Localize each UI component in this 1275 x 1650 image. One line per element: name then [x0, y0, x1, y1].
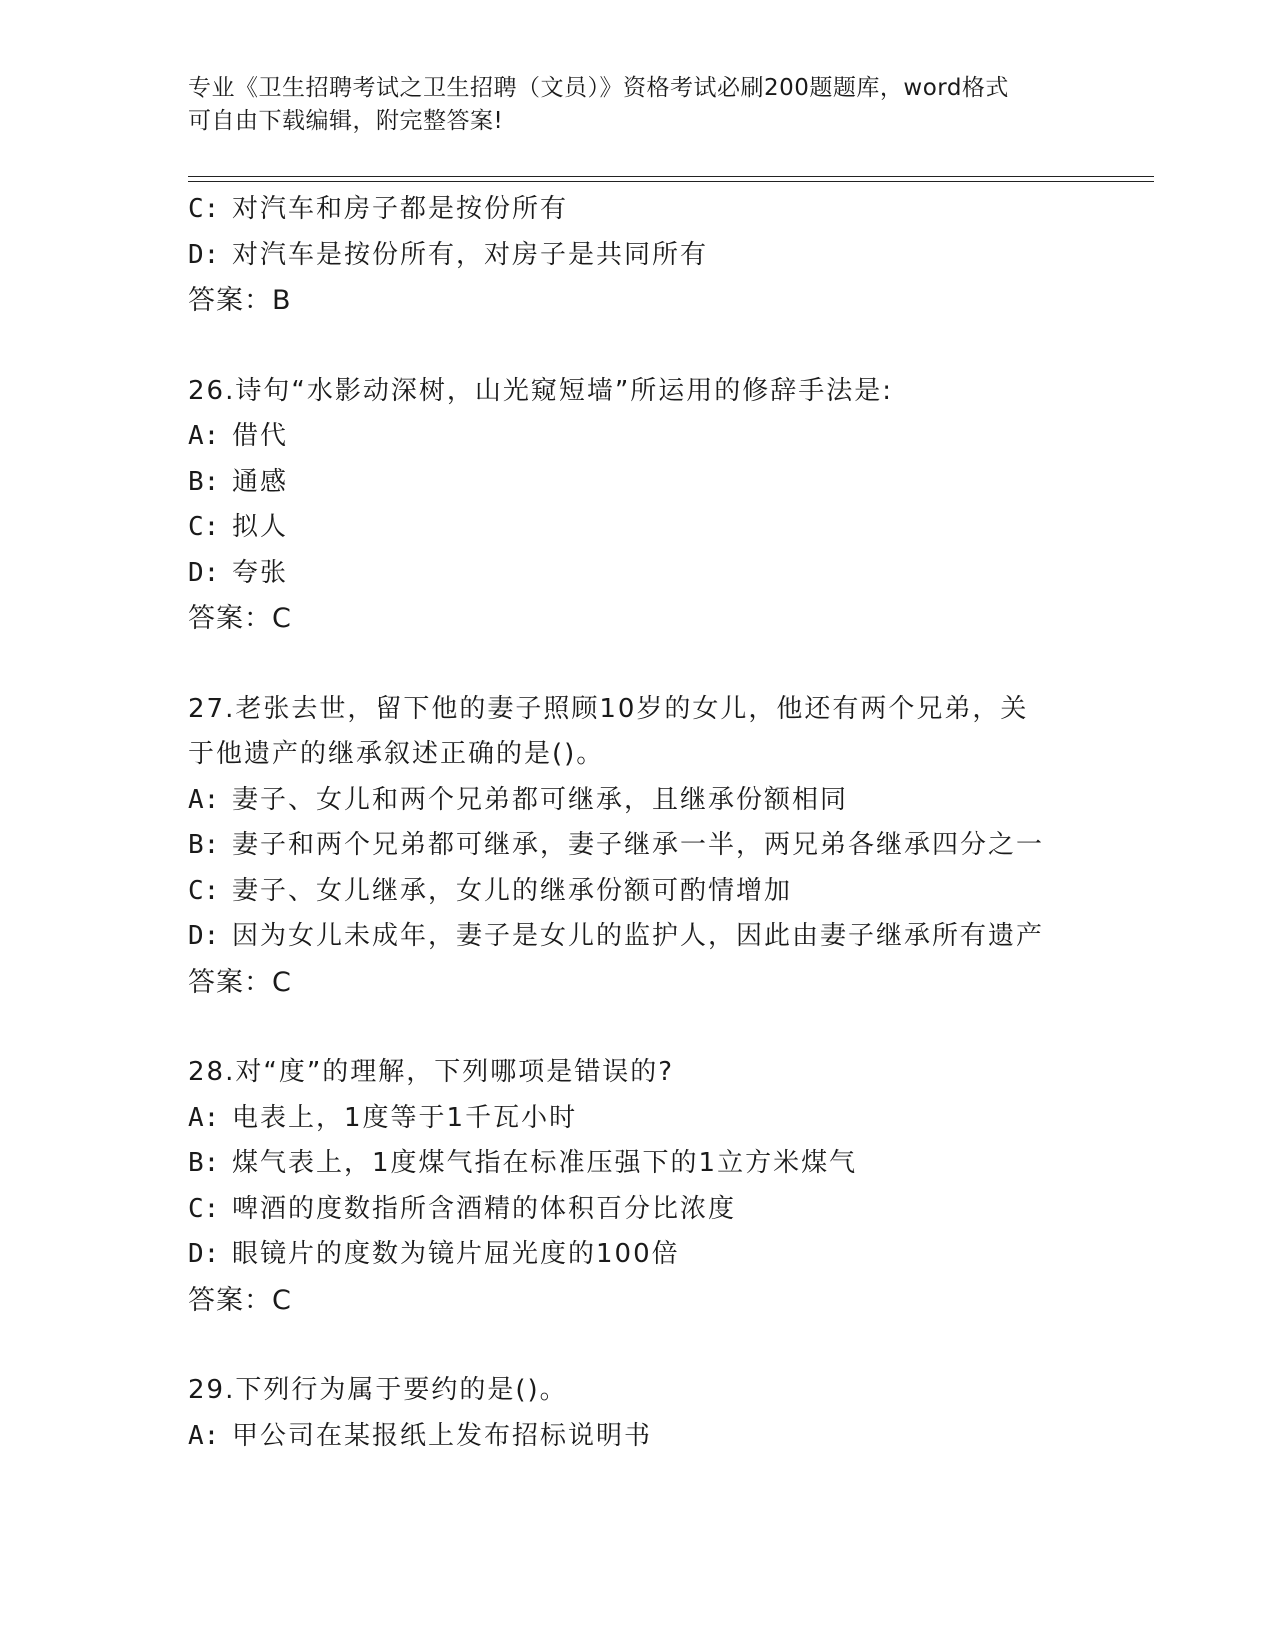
option-text: 眼镜片的度数为镜片屈光度的100倍 — [232, 1239, 680, 1269]
option-item — [188, 414, 1128, 460]
option-text: 妻子、女儿继承，女儿的继承份额可酌情增加 — [232, 875, 793, 906]
option-item — [188, 1096, 1128, 1142]
option-item — [188, 778, 1128, 824]
question-continued — [188, 187, 1128, 324]
option-letter: A: — [188, 421, 220, 451]
spacer — [188, 642, 1128, 687]
option-letter: D: — [188, 921, 220, 951]
question-stem: 27.老张去世，留下他的妻子照顾10岁的女儿，他还有两个兄弟，关 — [188, 693, 1029, 724]
option-letter: B: — [188, 1148, 220, 1178]
option-letter: C: — [188, 875, 220, 906]
option-text: 对汽车是按份所有，对房子是共同所有 — [232, 239, 709, 270]
option-item — [188, 505, 1128, 551]
document-body — [188, 187, 1128, 1459]
header-line-1: 专业《卫生招聘考试之卫生招聘（文员）》资格考试必刷200题题库，word格式 — [188, 75, 1009, 101]
answer-line: 答案：C — [188, 966, 292, 998]
header-line-2: 可自由下载编辑，附完整答案! — [188, 108, 504, 134]
question-26 — [188, 369, 1128, 642]
spacer — [188, 1005, 1128, 1050]
question-stem-continued: 于他遗产的继承叙述正确的是()。 — [188, 739, 605, 769]
option-item — [188, 1232, 1128, 1278]
header-divider-top — [188, 176, 1154, 177]
option-item — [188, 233, 1128, 279]
option-letter: C: — [188, 512, 220, 542]
option-text: 妻子和两个兄弟都可继承，妻子继承一半，两兄弟各继承四分之一 — [232, 830, 1045, 860]
question-28 — [188, 1050, 1128, 1323]
option-letter: C: — [188, 194, 220, 224]
option-letter: B: — [188, 830, 220, 860]
option-text: 妻子、女儿和两个兄弟都可继承，且继承份额相同 — [232, 784, 849, 815]
option-text: 夸张 — [232, 557, 289, 588]
question-29 — [188, 1368, 1128, 1459]
option-text: 借代 — [232, 421, 289, 451]
option-letter: D: — [188, 557, 220, 588]
option-text: 通感 — [232, 466, 289, 497]
answer-line: 答案：B — [188, 285, 292, 316]
question-stem: 26.诗句“水影动深树，山光窥短墙”所运用的修辞手法是: — [188, 375, 894, 406]
option-item — [188, 1187, 1128, 1233]
option-text: 拟人 — [232, 512, 289, 542]
option-letter: C: — [188, 1193, 220, 1224]
spacer — [188, 1323, 1128, 1368]
question-27 — [188, 687, 1128, 1006]
option-item — [188, 823, 1128, 869]
option-text: 因为女儿未成年，妻子是女儿的监护人，因此由妻子继承所有遗产 — [232, 921, 1045, 951]
option-text: 啤酒的度数指所含酒精的体积百分比浓度 — [232, 1193, 737, 1224]
option-item — [188, 914, 1128, 960]
answer-line: 答案：C — [188, 1284, 292, 1316]
header-divider-bottom — [188, 181, 1154, 182]
option-text: 甲公司在某报纸上发布招标说明书 — [232, 1420, 653, 1451]
option-item — [188, 1141, 1128, 1187]
question-stem: 28.对“度”的理解，下列哪项是错误的? — [188, 1057, 675, 1087]
option-item — [188, 460, 1128, 506]
option-letter: B: — [188, 466, 220, 497]
spacer — [188, 324, 1128, 369]
document-header — [188, 72, 1088, 138]
option-text: 煤气表上，1度煤气指在标准压强下的1立方米煤气 — [232, 1148, 858, 1178]
answer-line: 答案：C — [188, 603, 292, 634]
option-text: 对汽车和房子都是按份所有 — [232, 194, 569, 224]
option-item — [188, 869, 1128, 915]
option-letter: A: — [188, 1102, 220, 1133]
option-item — [188, 1414, 1128, 1460]
option-text: 电表上，1度等于1千瓦小时 — [232, 1102, 578, 1133]
option-item — [188, 551, 1128, 597]
option-letter: D: — [188, 1239, 220, 1269]
option-letter: D: — [188, 239, 220, 270]
option-letter: A: — [188, 784, 220, 815]
option-letter: A: — [188, 1420, 220, 1451]
question-stem: 29.下列行为属于要约的是()。 — [188, 1375, 568, 1405]
option-item — [188, 187, 1128, 233]
